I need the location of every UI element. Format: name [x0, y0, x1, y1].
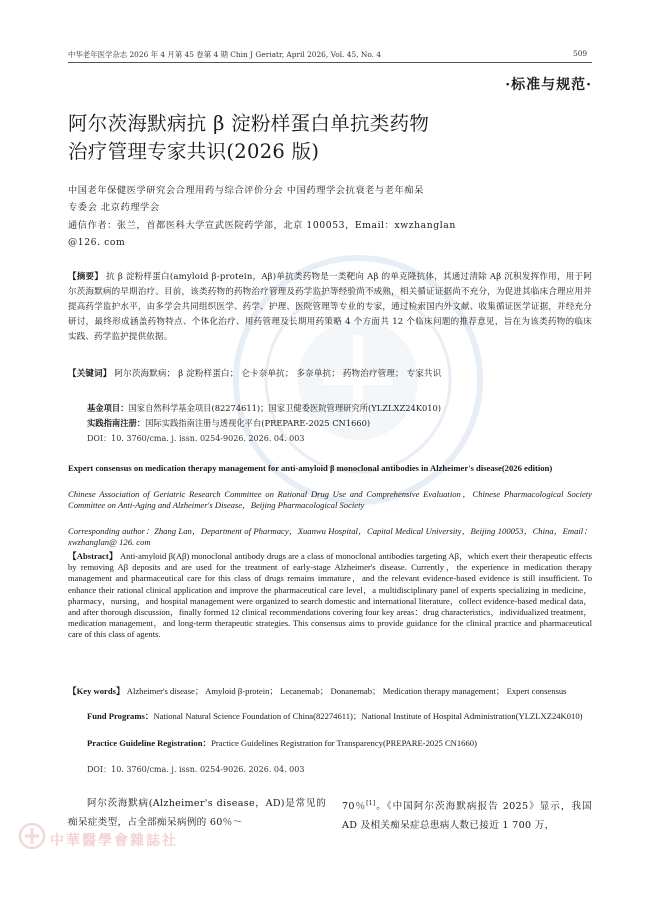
article-title-en: Expert consensus on medication therapy management for anti-amyloid β monoclonal antibodies in Alzheimer's disease(2026 edition) [68, 463, 553, 473]
abstract-en [68, 551, 592, 641]
section-label: ·标准与规范· [505, 77, 592, 93]
corresponding-en: Corresponding author：Zhang Lan，Department of Pharmacy，Xuanwu Hospital，Capital Medical University，Beijing 100053，China，Email：xwzhanglan@ 126. com [68, 526, 592, 548]
corresponding-cn-line1: 通信作者：张兰，首都医科大学宣武医院药学部，北京 100053，Email：xwzhanglan [68, 220, 456, 231]
abstract-cn-text: 抗 β 淀粉样蛋白(amyloid β-protein，Aβ)单抗类药物是一类靶向 Aβ 的单克隆抗体，其通过清除 Aβ 沉积发挥作用，用于阿尔茨海默病的早期治疗。目前，该类药物的药物治疗管理及药学监护等经验尚不成熟，相关循证证据尚不充分，为促进其临床合理应用并提高药学监护水平，由多学会共同组织医学、药学、护理、医院管理等专业的专家，通过检索国内外文献、收集循证医学证据，并经充分研讨，最终形成涵盖药物特点、个体化治疗、用药管理及长期用药策略 4 个方面共 12 个临床问题的推荐意见，旨在为该类药物的临床实践、药学监护提供依据。 [68, 272, 592, 342]
body-left-column: 阿尔茨海默病(Alzheimer's disease，AD)是常见的痴呆症类型，占全部痴呆病例的 60％～ [68, 798, 326, 828]
authors-cn-line2: 专委会 北京药理学会 [68, 202, 160, 213]
registration-cn-text: 国际实践指南注册与透视化平台(PREPARE-2025 CN1660) [145, 418, 371, 428]
abstract-cn [68, 270, 592, 345]
registration-cn-label: 实践指南注册： [87, 418, 146, 428]
keywords-cn [68, 367, 592, 382]
authors-en: Chinese Association of Geriatric Research Committee on Rational Drug Use and Comprehensive Evaluation，Chinese Pharmacological Society Committee on Anti-Aging and Alzheimer's Disease，Beijing Pharmacological Society [68, 489, 592, 511]
abstract-cn-label: 【摘要】 [68, 272, 104, 282]
registration-cn [87, 416, 370, 430]
keywords-cn-text: 阿尔茨海默病； β 淀粉样蛋白； 仑卡奈单抗； 多奈单抗； 药物治疗管理； 专家共识 [114, 369, 442, 379]
doi-en: DOI：10. 3760/cma. j. issn. 0254-9026. 2026. 04. 003 [87, 765, 305, 774]
authors-cn-line1: 中国老年保健医学研究会合理用药与综合评价分会 中国药理学会抗衰老与老年痴呆 [68, 185, 424, 196]
fund-cn-text: 国家自然科学基金项目(82274611)；国家卫健委医院管理研究所(YLZLXZ24K010) [128, 403, 442, 413]
keywords-cn-label: 【关键词】 [68, 369, 112, 379]
fund-cn [87, 401, 441, 415]
keywords-en-label: 【Key words】 [68, 686, 125, 696]
journal-header: 中华老年医学杂志 2026 年 4 月第 45 卷第 4 期 Chin J Geriatr, April 2026, Vol. 45, No. 4 [68, 50, 382, 59]
keywords-en [68, 686, 592, 697]
body-right-column [342, 794, 592, 835]
registration-en [68, 738, 592, 749]
fund-en-label: Fund Programs： [87, 711, 154, 721]
citation-ref[interactable]: [1] [366, 800, 376, 807]
corresponding-cn-line2: @126. com [68, 237, 126, 248]
fund-en [68, 711, 592, 722]
body-right-pre: 70％ [342, 801, 367, 813]
abstract-en-label: 【Abstract】 [68, 551, 118, 561]
page-number: 509 [573, 49, 588, 58]
publisher-logo-icon [18, 822, 46, 850]
keywords-en-text: Alzheimer's disease； Amyloid β-protein； Lecanemab； Donanemab； Medication therapy management； Expert consensus [126, 686, 567, 696]
body-right-post: 。《中国阿尔茨海默病报告 2025》显示，我国 AD 及相关痴呆症总患病人数已接近 1 700 万， [342, 801, 592, 832]
doi-cn: DOI：10. 3760/cma. j. issn. 0254-9026. 2026. 04. 003 [87, 434, 305, 443]
registration-en-label: Practice Guideline Registration： [87, 738, 212, 748]
article-title-cn-line2: 治疗管理专家共识(2026 版) [68, 140, 320, 163]
registration-en-text: Practice Guidelines Registration for Transparency(PREPARE-2025 CN1660) [211, 738, 477, 748]
publisher-logo-text: 中華醫學會雜誌社 [50, 833, 178, 849]
fund-en-text: National Natural Science Foundation of China(82274611)；National Institute of Hospital Administration(YLZLXZ24K010) [153, 711, 583, 721]
fund-cn-label: 基金项目： [87, 403, 129, 413]
article-title-cn-line1: 阿尔茨海默病抗 β 淀粉样蛋白单抗类药物 [68, 112, 430, 135]
abstract-en-text: Anti-amyloid β(Aβ) monoclonal antibody drugs are a class of monoclonal antibodies targeting Aβ，which exert their therapeutic effects by removing Aβ deposits and are used for the treatment of early-stage Alzheimer's disease. Currently，the experience in medication therapy management and pharmaceutical care for this class of drugs remains immature，and the relevant evidence-based evidence is still insufficient. To enhance their rational clinical application and improve the pharmaceutical care level，a multidisciplinary panel of experts specializing in medicine，pharmacy，nursing，and hospital management were organized to search domestic and international literature，collect evidence-based medical data，and after thorough discussion，finally formed 12 clinical recommendations covering four key areas：drug characteristics，individualized treatment，medication management，and long-term therapeutic strategies. This consensus aims to provide guidance for the clinical practice and pharmaceutical care of this class of agents. [68, 551, 592, 640]
header-divider [68, 62, 592, 63]
